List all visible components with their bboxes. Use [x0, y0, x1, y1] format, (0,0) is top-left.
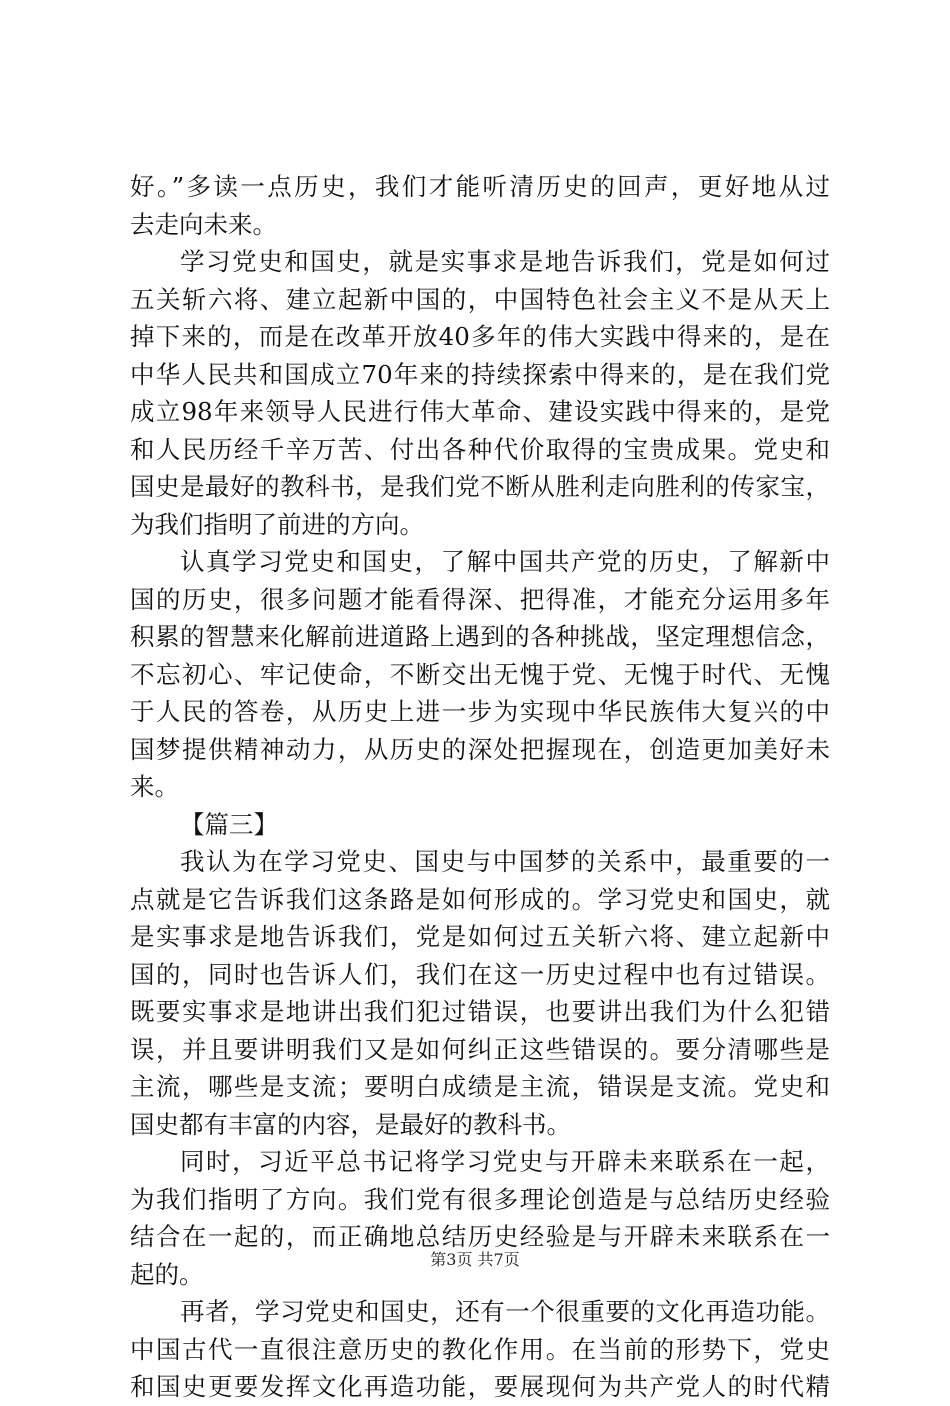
- text-line: 积累的智慧来化解前进道路上遇到的各种挑战，坚定理想信念，: [130, 622, 830, 651]
- text-line: 主流，哪些是支流；要明白成绩是主流，错误是支流。党史和: [130, 1072, 830, 1101]
- text-line: 起的。: [130, 1259, 204, 1289]
- text-line: 同时，习近平总书记将学习党史与开辟未来联系在一起，: [180, 1147, 830, 1176]
- text-line: 认真学习党史和国史，了解中国共产党的历史，了解新中: [180, 547, 830, 576]
- text-line: 点就是它告诉我们这条路是如何形成的。学习党史和国史，就: [130, 884, 830, 914]
- text-line: 【篇三】: [180, 809, 278, 839]
- text-line: 国史是最好的教科书，是我们党不断从胜利走向胜利的传家宝，: [130, 472, 830, 501]
- text-line: 结合在一起的，而正确地总结历史经验是与开辟未来联系在一: [130, 1222, 830, 1251]
- text-line: 和国史更要发挥文化再造功能，要展现何为共产党人的时代精: [130, 1372, 830, 1401]
- text-line: 国的，同时也告诉人们，我们在这一历史过程中也有过错误。: [130, 959, 830, 989]
- text-line: 好。”多读一点历史，我们才能听清历史的回声，更好地从过: [130, 172, 830, 201]
- text-line: 国史都有丰富的内容，是最好的教科书。: [130, 1109, 571, 1139]
- text-line: 去走向未来。: [130, 209, 277, 239]
- text-line: 成立98年来领导人民进行伟大革命、建设实践中得来的，是党: [130, 397, 830, 426]
- text-line: 来。: [130, 772, 179, 801]
- text-line: 中国古代一直很注意历史的教化作用。在当前的形势下，党史: [130, 1334, 830, 1364]
- page-footer: 第3页 共7页: [430, 1250, 520, 1269]
- text-line: 国梦提供精神动力，从历史的深处把握现在，创造更加美好未: [130, 734, 830, 764]
- text-line: 为我们指明了前进的方向。: [130, 509, 424, 539]
- text-line: 不忘初心、牢记使命，不断交出无愧于党、无愧于时代、无愧: [130, 659, 830, 689]
- text-line: 国的历史，很多问题才能看得深、把得准，才能充分运用多年: [130, 584, 830, 614]
- text-line: 我认为在学习党史、国史与中国梦的关系中，最重要的一: [180, 847, 830, 876]
- text-line: 为我们指明了方向。我们党有很多理论创造是与总结历史经验: [130, 1184, 830, 1214]
- text-line: 和人民历经千辛万苦、付出各种代价取得的宝贵成果。党史和: [130, 434, 830, 464]
- text-line: 是实事求是地告诉我们，党是如何过五关斩六将、建立起新中: [130, 922, 830, 951]
- text-line: 中华人民共和国成立70年来的持续探索中得来的，是在我们党: [130, 359, 830, 389]
- text-line: 五关斩六将、建立起新中国的，中国特色社会主义不是从天上: [130, 284, 830, 314]
- text-line: 既要实事求是地讲出我们犯过错误，也要讲出我们为什么犯错: [130, 997, 830, 1026]
- document-body: [130, 168, 830, 1406]
- text-line: 再者，学习党史和国史，还有一个很重要的文化再造功能。: [180, 1297, 830, 1326]
- text-line: 于人民的答卷，从历史上进一步为实现中华民族伟大复兴的中: [130, 697, 830, 726]
- text-line: 学习党史和国史，就是实事求是地告诉我们，党是如何过: [180, 247, 830, 276]
- text-line: 掉下来的，而是在改革开放40多年的伟大实践中得来的，是在: [130, 322, 830, 351]
- text-line: 误，并且要讲明我们又是如何纠正这些错误的。要分清哪些是: [130, 1034, 830, 1064]
